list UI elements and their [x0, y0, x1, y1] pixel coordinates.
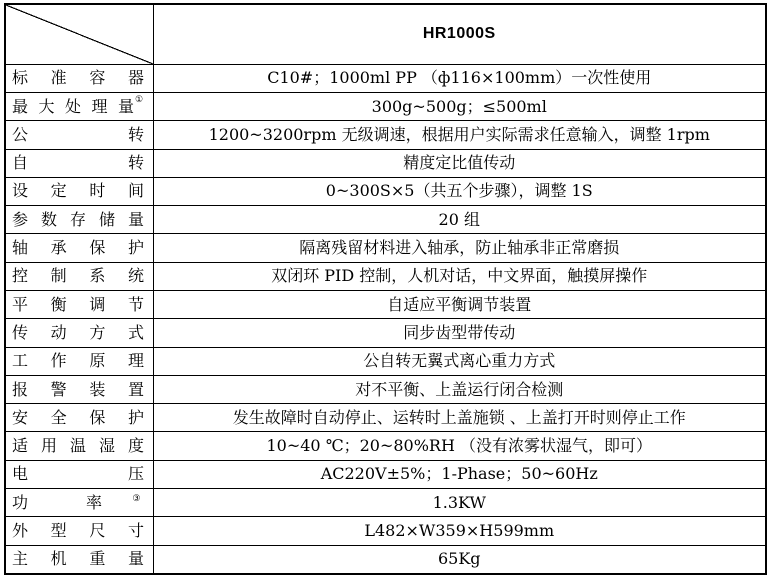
- spec-label-char: 作: [50, 351, 67, 371]
- spec-label-char: 重: [89, 549, 106, 569]
- spec-label-char: 外: [12, 521, 29, 541]
- spec-label: [5, 432, 153, 460]
- spec-label-char: 间: [127, 181, 144, 201]
- spec-label-char: 护: [127, 238, 144, 258]
- spec-label-char: 理: [127, 351, 144, 371]
- spec-label-char: 装: [89, 379, 106, 399]
- spec-label: [5, 517, 153, 545]
- spec-label: [5, 234, 153, 262]
- spec-label-char: 节: [127, 294, 144, 314]
- spec-label-char: 轴: [12, 238, 29, 258]
- spec-label: [5, 206, 153, 234]
- spec-label-char: 衡: [50, 294, 67, 314]
- spec-value: AC220V±5%；1-Phase；50~60Hz: [153, 460, 766, 488]
- spec-label: [5, 460, 153, 488]
- spec-row: [5, 291, 766, 319]
- spec-label: [5, 545, 153, 574]
- spec-value: 自适应平衡调节装置: [153, 291, 766, 319]
- spec-value: 同步齿型带传动: [153, 319, 766, 347]
- spec-label-char: 量: [127, 549, 144, 569]
- spec-row: [5, 432, 766, 460]
- spec-row: [5, 92, 766, 120]
- spec-label-char: 电: [12, 464, 29, 484]
- spec-label-char: 平: [12, 294, 29, 314]
- footnote-mark: ③: [132, 493, 141, 504]
- spec-label-char: 报: [12, 379, 29, 399]
- spec-label-char: 公: [12, 124, 29, 144]
- spec-label: [5, 375, 153, 403]
- spec-value: L482×W359×H599mm: [153, 517, 766, 545]
- spec-label: [5, 347, 153, 375]
- spec-label-char: 温: [69, 436, 86, 456]
- spec-label-char: 量: [127, 209, 144, 229]
- spec-label-char: 功: [12, 492, 29, 512]
- spec-row: [5, 545, 766, 574]
- spec-label-char: 转: [127, 124, 144, 144]
- spec-label-char: 原: [89, 351, 106, 371]
- spec-label-char: 转: [127, 153, 144, 173]
- spec-label-char: 护: [127, 407, 144, 427]
- spec-label-char: 工: [12, 351, 29, 371]
- spec-label-char: 存: [69, 209, 86, 229]
- spec-label-char: 保: [89, 238, 106, 258]
- spec-label-char: 定: [50, 181, 67, 201]
- spec-label: [5, 404, 153, 432]
- spec-label-char: 全: [50, 407, 67, 427]
- spec-label-char: 式: [127, 322, 144, 342]
- spec-label-char: 设: [12, 181, 29, 201]
- spec-label-char: 数: [40, 209, 57, 229]
- spec-label-char: 大: [38, 96, 55, 116]
- spec-value: 65Kg: [153, 545, 766, 574]
- spec-row: [5, 517, 766, 545]
- spec-value: 对不平衡、上盖运行闭合检测: [153, 375, 766, 403]
- spec-label-char: 最: [12, 96, 29, 116]
- spec-row: [5, 262, 766, 290]
- spec-label: [5, 291, 153, 319]
- spec-label-char: 置: [127, 379, 144, 399]
- spec-value: 双闭环 PID 控制，人机对话，中文界面，触摸屏操作: [153, 262, 766, 290]
- spec-label-char: 压: [127, 464, 144, 484]
- spec-label-char: 主: [12, 549, 29, 569]
- spec-label: [5, 64, 153, 92]
- spec-value: 公自转无翼式离心重力方式: [153, 347, 766, 375]
- spec-label-char: 率: [85, 492, 102, 512]
- header-row: [5, 4, 766, 64]
- spec-label-char: 承: [50, 238, 67, 258]
- spec-label: [5, 319, 153, 347]
- footnote-mark: ①: [135, 95, 144, 106]
- spec-label-char: 量: [117, 96, 134, 116]
- spec-value: 300g~500g；≤500ml: [153, 92, 766, 120]
- spec-value: 发生故障时自动停止、运转时上盖施锁 、上盖打开时则停止工作: [153, 404, 766, 432]
- spec-label-char: 准: [50, 68, 67, 88]
- spec-label-char: 标: [12, 68, 29, 88]
- spec-label-char: 调: [89, 294, 106, 314]
- spec-label: [5, 92, 153, 120]
- spec-label: [5, 489, 153, 517]
- spec-row: [5, 404, 766, 432]
- spec-value: 0~300S×5（共五个步骤），调整 1S: [153, 177, 766, 205]
- spec-label-char: 传: [12, 322, 29, 342]
- spec-value: 20 组: [153, 206, 766, 234]
- spec-value: 10~40 ℃；20~80%RH （没有浓雾状湿气，即可）: [153, 432, 766, 460]
- spec-label-char: 参: [12, 209, 29, 229]
- spec-row: [5, 177, 766, 205]
- spec-label-char: 系: [89, 266, 106, 286]
- spec-label-char: 警: [50, 379, 67, 399]
- spec-row: [5, 64, 766, 92]
- spec-table: [4, 3, 767, 575]
- spec-value: 精度定比值传动: [153, 149, 766, 177]
- spec-label-char: 适: [12, 436, 29, 456]
- spec-label-char: 寸: [127, 521, 144, 541]
- spec-label-char: 用: [40, 436, 57, 456]
- spec-row: [5, 121, 766, 149]
- spec-label-char: 尺: [89, 521, 106, 541]
- spec-label-char: 机: [50, 549, 67, 569]
- spec-label: [5, 262, 153, 290]
- spec-row: [5, 347, 766, 375]
- spec-label-char: 型: [50, 521, 67, 541]
- spec-label-char: 容: [89, 68, 106, 88]
- spec-label-char: 时: [89, 181, 106, 201]
- spec-row: [5, 149, 766, 177]
- spec-row: [5, 489, 766, 517]
- spec-label-char: 器: [127, 68, 144, 88]
- spec-row: [5, 319, 766, 347]
- spec-label-char: 控: [12, 266, 29, 286]
- spec-label: [5, 149, 153, 177]
- model-title: HR1000S: [153, 4, 766, 64]
- spec-label-char: 自: [12, 153, 29, 173]
- corner-diagonal-cell: [5, 4, 153, 64]
- spec-label-char: 保: [89, 407, 106, 427]
- spec-label-char: 储: [98, 209, 115, 229]
- spec-label-char: 统: [127, 266, 144, 286]
- spec-row: [5, 234, 766, 262]
- spec-label-char: 度: [127, 436, 144, 456]
- spec-label-char: 动: [50, 322, 67, 342]
- spec-value: 1.3KW: [153, 489, 766, 517]
- spec-label-char: 湿: [98, 436, 115, 456]
- spec-value: 1200~3200rpm 无级调速，根据用户实际需求任意输入，调整 1rpm: [153, 121, 766, 149]
- spec-label-char: 制: [50, 266, 67, 286]
- spec-label-char: 方: [89, 322, 106, 342]
- spec-row: [5, 375, 766, 403]
- spec-value: C10#；1000ml PP （ф116×100mm）一次性使用: [153, 64, 766, 92]
- spec-label: [5, 121, 153, 149]
- spec-label-char: 理: [91, 96, 108, 116]
- spec-value: 隔离残留材料进入轴承，防止轴承非正常磨损: [153, 234, 766, 262]
- spec-row: [5, 206, 766, 234]
- spec-label: [5, 177, 153, 205]
- spec-label-char: 安: [12, 407, 29, 427]
- spec-label-char: 处: [64, 96, 81, 116]
- spec-row: [5, 460, 766, 488]
